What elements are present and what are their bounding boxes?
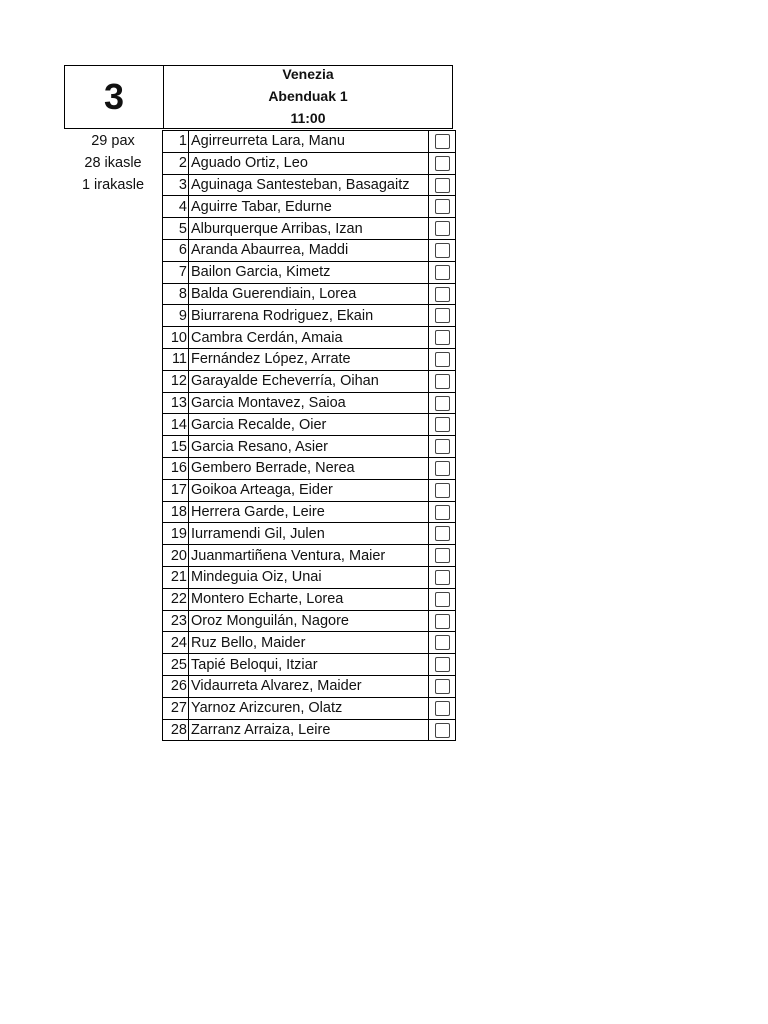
attendance-checkbox[interactable] [435, 526, 450, 541]
roster-number: 3 [163, 174, 189, 196]
attendance-checkbox[interactable] [435, 592, 450, 607]
attendance-cell [429, 305, 456, 327]
roster-row [163, 545, 456, 567]
attendance-cell [429, 348, 456, 370]
roster-row [163, 632, 456, 654]
roster-row [163, 436, 456, 458]
attendance-checkbox[interactable] [435, 221, 450, 236]
roster-row [163, 588, 456, 610]
roster-row [163, 370, 456, 392]
student-name: Mindeguia Oiz, Unai [189, 566, 429, 588]
attendance-cell [429, 261, 456, 283]
attendance-cell [429, 327, 456, 349]
roster-row [163, 218, 456, 240]
roster-number: 23 [163, 610, 189, 632]
student-count: 28 ikasle [84, 154, 142, 171]
attendance-cell [429, 523, 456, 545]
attendance-checkbox[interactable] [435, 657, 450, 672]
attendance-checkbox[interactable] [435, 287, 450, 302]
total-pax: 29 pax [91, 133, 135, 149]
roster-number: 28 [163, 719, 189, 741]
student-name: Agirreurreta Lara, Manu [189, 131, 429, 153]
roster-number: 21 [163, 566, 189, 588]
roster-row [163, 479, 456, 501]
roster-table [162, 130, 456, 741]
roster-row [163, 239, 456, 261]
attendance-cell [429, 457, 456, 479]
roster-row [163, 283, 456, 305]
attendance-cell [429, 283, 456, 305]
student-name: Garcia Resano, Asier [189, 436, 429, 458]
student-name: Garcia Montavez, Saioa [189, 392, 429, 414]
roster-body [163, 131, 456, 741]
student-name: Juanmartiñena Ventura, Maier [189, 545, 429, 567]
roster-number: 15 [163, 436, 189, 458]
attendance-checkbox[interactable] [435, 178, 450, 193]
roster-number: 26 [163, 675, 189, 697]
attendance-checkbox[interactable] [435, 570, 450, 585]
student-name: Oroz Monguilán, Nagore [189, 610, 429, 632]
attendance-cell [429, 632, 456, 654]
attendance-checkbox[interactable] [435, 243, 450, 258]
attendance-checkbox[interactable] [435, 679, 450, 694]
roster-row [163, 610, 456, 632]
student-name: Garcia Recalde, Oier [189, 414, 429, 436]
attendance-checkbox[interactable] [435, 701, 450, 716]
attendance-checkbox[interactable] [435, 352, 450, 367]
roster-number: 20 [163, 545, 189, 567]
attendance-checkbox[interactable] [435, 439, 450, 454]
participant-counts [64, 131, 162, 196]
roster-row [163, 196, 456, 218]
destination: Venezia [282, 66, 334, 83]
attendance-cell [429, 675, 456, 697]
student-name: Aranda Abaurrea, Maddi [189, 239, 429, 261]
roster-number: 10 [163, 327, 189, 349]
attendance-cell [429, 610, 456, 632]
attendance-cell [429, 501, 456, 523]
attendance-cell [429, 218, 456, 240]
attendance-cell [429, 131, 456, 153]
roster-number: 13 [163, 392, 189, 414]
roster-row [163, 305, 456, 327]
roster-row [163, 261, 456, 283]
roster-number: 2 [163, 152, 189, 174]
roster-number: 19 [163, 523, 189, 545]
roster-row [163, 131, 456, 153]
attendance-cell [429, 392, 456, 414]
student-name: Goikoa Arteaga, Eider [189, 479, 429, 501]
student-name: Biurrarena Rodriguez, Ekain [189, 305, 429, 327]
roster-number: 24 [163, 632, 189, 654]
trip-date: Abenduak 1 [268, 88, 348, 105]
attendance-cell [429, 545, 456, 567]
attendance-cell [429, 436, 456, 458]
attendance-cell [429, 697, 456, 719]
roster-row [163, 501, 456, 523]
attendance-checkbox[interactable] [435, 156, 450, 171]
roster-row [163, 675, 456, 697]
attendance-cell [429, 174, 456, 196]
attendance-checkbox[interactable] [435, 614, 450, 629]
attendance-checkbox[interactable] [435, 461, 450, 476]
roster-row [163, 697, 456, 719]
teacher-count: 1 irakasle [81, 176, 145, 193]
attendance-checkbox[interactable] [435, 199, 450, 214]
roster-number: 18 [163, 501, 189, 523]
roster-number: 27 [163, 697, 189, 719]
roster-row [163, 566, 456, 588]
attendance-checkbox[interactable] [435, 396, 450, 411]
attendance-checkbox[interactable] [435, 505, 450, 520]
roster-row [163, 457, 456, 479]
student-name: Montero Echarte, Lorea [189, 588, 429, 610]
roster-row [163, 327, 456, 349]
student-name: Aguado Ortiz, Leo [189, 152, 429, 174]
student-name: Ruz Bello, Maider [189, 632, 429, 654]
roster-number: 9 [163, 305, 189, 327]
attendance-checkbox[interactable] [435, 548, 450, 563]
attendance-cell [429, 719, 456, 741]
student-name: Herrera Garde, Leire [189, 501, 429, 523]
roster-row [163, 414, 456, 436]
student-name: Fernández López, Arrate [189, 348, 429, 370]
attendance-checkbox[interactable] [435, 134, 450, 149]
attendance-cell [429, 196, 456, 218]
student-name: Alburquerque Arribas, Izan [189, 218, 429, 240]
roster-number: 12 [163, 370, 189, 392]
attendance-cell [429, 479, 456, 501]
trip-time: 11:00 [290, 109, 326, 126]
student-name: Balda Guerendiain, Lorea [189, 283, 429, 305]
roster-row [163, 654, 456, 676]
roster-number: 17 [163, 479, 189, 501]
roster-number: 6 [163, 239, 189, 261]
roster-row [163, 152, 456, 174]
roster-number: 4 [163, 196, 189, 218]
student-name: Zarranz Arraiza, Leire [189, 719, 429, 741]
student-name: Tapié Beloqui, Itziar [189, 654, 429, 676]
student-name: Aguinaga Santesteban, Basagaitz [189, 174, 429, 196]
student-name: Aguirre Tabar, Edurne [189, 196, 429, 218]
roster-number: 1 [163, 131, 189, 153]
roster-row [163, 719, 456, 741]
attendance-checkbox[interactable] [435, 308, 450, 323]
attendance-checkbox[interactable] [435, 374, 450, 389]
student-name: Gembero Berrade, Nerea [189, 457, 429, 479]
attendance-checkbox[interactable] [435, 330, 450, 345]
roster-number: 22 [163, 588, 189, 610]
attendance-cell [429, 588, 456, 610]
student-name: Garayalde Echeverría, Oihan [189, 370, 429, 392]
attendance-cell [429, 239, 456, 261]
student-name: Cambra Cerdán, Amaia [189, 327, 429, 349]
student-name: Iurramendi Gil, Julen [189, 523, 429, 545]
group-header [64, 65, 453, 129]
roster-number: 8 [163, 283, 189, 305]
roster-number: 5 [163, 218, 189, 240]
student-name: Yarnoz Arizcuren, Olatz [189, 697, 429, 719]
group-number: 3 [65, 66, 164, 128]
student-name: Bailon Garcia, Kimetz [189, 261, 429, 283]
attendance-checkbox[interactable] [435, 265, 450, 280]
attendance-checkbox[interactable] [435, 635, 450, 650]
roster-row [163, 523, 456, 545]
attendance-cell [429, 654, 456, 676]
attendance-checkbox[interactable] [435, 723, 450, 738]
attendance-cell [429, 414, 456, 436]
attendance-cell [429, 566, 456, 588]
trip-info [164, 66, 452, 128]
roster-number: 14 [163, 414, 189, 436]
roster-number: 11 [163, 348, 189, 370]
roster-number: 7 [163, 261, 189, 283]
attendance-cell [429, 370, 456, 392]
roster-number: 25 [163, 654, 189, 676]
attendance-checkbox[interactable] [435, 483, 450, 498]
roster-row [163, 392, 456, 414]
student-name: Vidaurreta Alvarez, Maider [189, 675, 429, 697]
attendance-cell [429, 152, 456, 174]
roster-row [163, 174, 456, 196]
attendance-checkbox[interactable] [435, 417, 450, 432]
roster-row [163, 348, 456, 370]
roster-number: 16 [163, 457, 189, 479]
